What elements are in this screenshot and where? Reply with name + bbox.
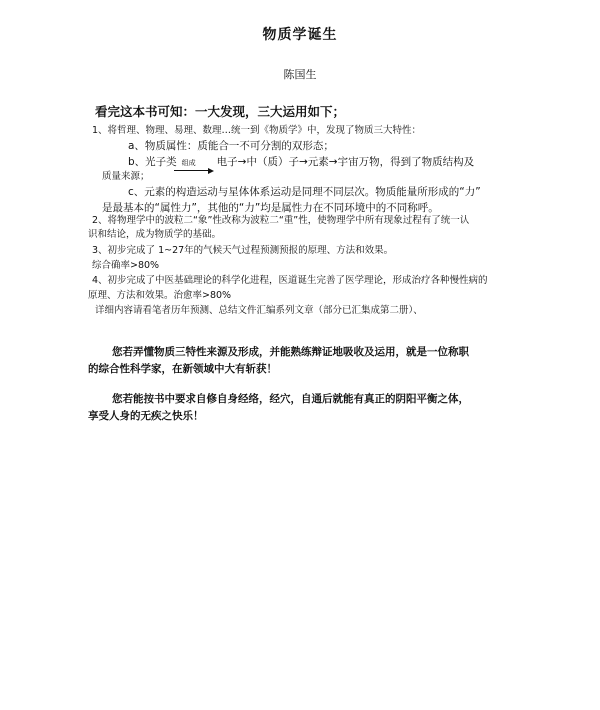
closing-2-line1: 您若能按书中要求自修自身经络，经穴，自通后就能有真正的阴阳平衡之体， [112,393,469,405]
section-heading: 看完这本书可知：一大发现，三大运用如下； [95,104,346,119]
arrow-shaft [174,170,212,171]
detail-note: 详细内容请看笔者历年预测、总结文件汇编系列文章（部分已汇集成第二册）、 [95,305,423,316]
author-name: 陈国生 [283,68,317,81]
point-1-intro: 1、将哲理、物理、易理、数理…统一到《物质学》中，发现了物质三大特性： [92,125,422,136]
closing-2-line2: 享受人身的无疾之快乐！ [88,410,204,422]
point-4-line2: 原理、方法和效果。治愈率>80% [88,290,232,301]
point-1-b-cont: 质量来源； [102,171,150,182]
closing-1-line1: 您若弄懂物质三特性来源及形成，并能熟练辩证地吸收及运用，就是一位称职 [112,346,469,358]
point-1-b-start: b、光子类 [128,156,177,168]
point-1-b-end: 电子→中（质）子→元素→宇宙万物，得到了物质结构及 [216,156,475,168]
point-1-c-line1: c、元素的构造运动与星体体系运动是同理不同层次。物质能量所形成的“力” [128,186,481,198]
arrow-head [208,168,214,174]
point-1-a: a、物质属性：质能合一不可分割的双形态； [128,140,334,152]
closing-1-line2: 的综合性科学家，在新领域中大有斩获！ [88,363,277,375]
point-1-c-line2: 是最基本的“属性力”，其他的“力”均是属性力在不同环境中的不同称呼。 [102,202,439,214]
compose-arrow [180,155,198,171]
point-4-line1: 4、初步完成了中医基础理论的科学化进程，医道诞生完善了医学理论，形成治疗各种慢性病的 [92,275,488,286]
point-2-line2: 识和结论，成为物质学的基础。 [88,229,222,240]
compose-arrow-label: 组成 [181,159,196,167]
point-3-rate: 综合确率>80% [92,260,160,271]
document-title: 物质学诞生 [262,27,338,43]
point-2-line1: 2、将物理学中的波粒二“象”性改称为波粒二“重”性，使物理学中所有现象过程有了统一认 [92,215,470,226]
point-3: 3、初步完成了 1~27年的气候天气过程预测预报的原理、方法和效果。 [92,245,394,256]
point-1-b [128,154,474,171]
